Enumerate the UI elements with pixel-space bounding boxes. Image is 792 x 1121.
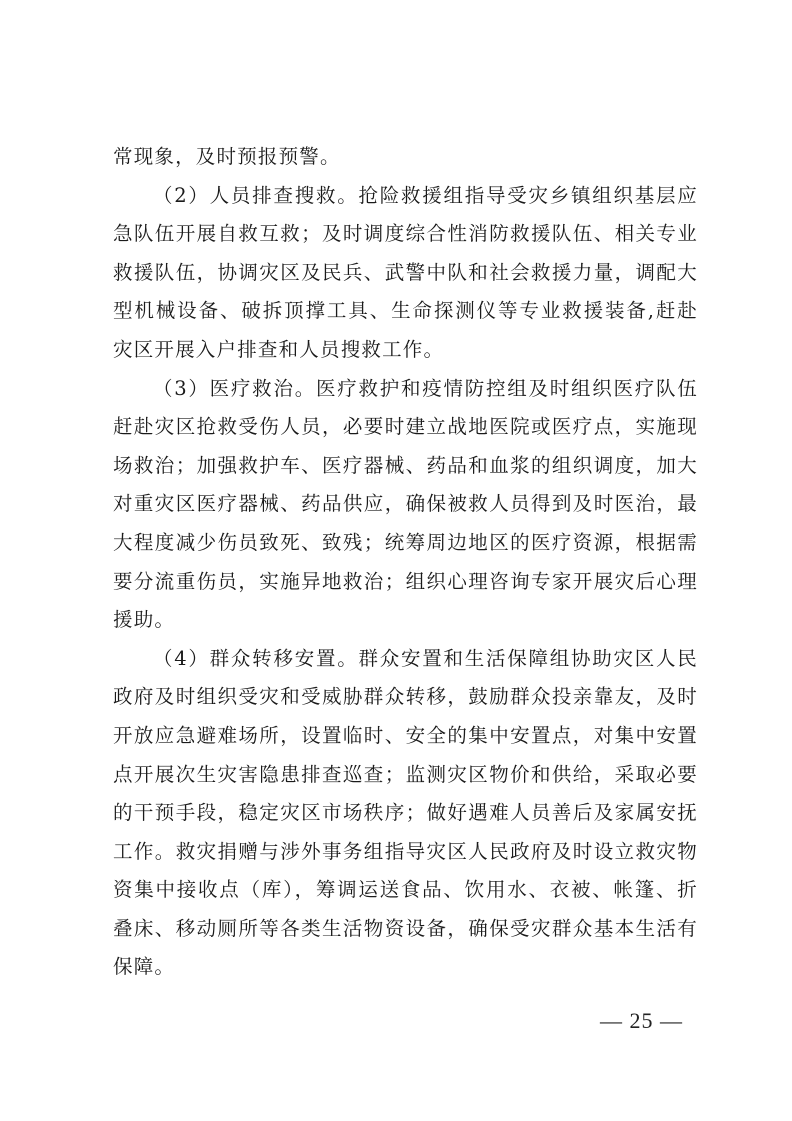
text-line: 场救治；加强救护车、医疗器械、药品和血浆的组织调度，加大 xyxy=(113,453,698,477)
text-line: 灾区开展入户排查和人员搜救工作。 xyxy=(113,337,445,361)
text-line: 常现象，及时预报预警。 xyxy=(113,145,341,168)
paragraph-medical-treatment xyxy=(113,370,698,640)
text-line: （4）群众转移安置。群众安置和生活保障组协助灾区人民 xyxy=(153,646,698,670)
text-line: 工作。救灾捐赠与涉外事务组指导灾区人民政府及时设立救灾物 xyxy=(113,839,698,863)
paragraph-personnel-search-rescue xyxy=(113,177,698,370)
paragraph-mass-relocation xyxy=(113,640,698,987)
text-line: （3）医疗救治。医疗救护和疫情防控组及时组织医疗队伍 xyxy=(153,376,698,400)
text-line: 型机械设备、破拆顶撑工具、生命探测仪等专业救援装备,赶赴 xyxy=(113,299,698,323)
text-line: 急队伍开展自救互救；及时调度综合性消防救援队伍、相关专业 xyxy=(113,222,698,246)
text-line: 对重灾区医疗器械、药品供应，确保被救人员得到及时医治，最 xyxy=(113,492,698,516)
text-line: 点开展次生灾害隐患排查巡查；监测灾区物价和供给，采取必要 xyxy=(113,762,698,786)
body-text xyxy=(113,138,698,987)
page-number: — 25 — xyxy=(600,1008,683,1033)
text-line: 赶赴灾区抢救受伤人员，必要时建立战地医院或医疗点，实施现 xyxy=(113,415,698,439)
text-line: 救援队伍，协调灾区及民兵、武警中队和社会救援力量，调配大 xyxy=(113,260,698,284)
paragraph-continuation xyxy=(113,138,698,177)
text-line: 的干预手段，稳定灾区市场秩序；做好遇难人员善后及家属安抚 xyxy=(113,801,698,825)
text-line: 政府及时组织受灾和受威胁群众转移，鼓励群众投亲靠友，及时 xyxy=(113,685,698,709)
text-line: 保障。 xyxy=(113,955,176,979)
text-line: 要分流重伤员，实施异地救治；组织心理咨询专家开展灾后心理 xyxy=(113,569,698,593)
text-line: 大程度减少伤员致死、致残；统筹周边地区的医疗资源，根据需 xyxy=(113,530,698,554)
text-line: 资集中接收点（库），筹调运送食品、饮用水、衣被、帐篷、折 xyxy=(113,878,698,902)
text-line: （2）人员排查搜救。抢险救援组指导受灾乡镇组织基层应 xyxy=(153,183,698,207)
text-line: 开放应急避难场所，设置临时、安全的集中安置点，对集中安置 xyxy=(113,723,698,747)
text-line: 叠床、移动厕所等各类生活物资设备，确保受灾群众基本生活有 xyxy=(113,916,698,940)
text-line: 援助。 xyxy=(113,608,176,632)
